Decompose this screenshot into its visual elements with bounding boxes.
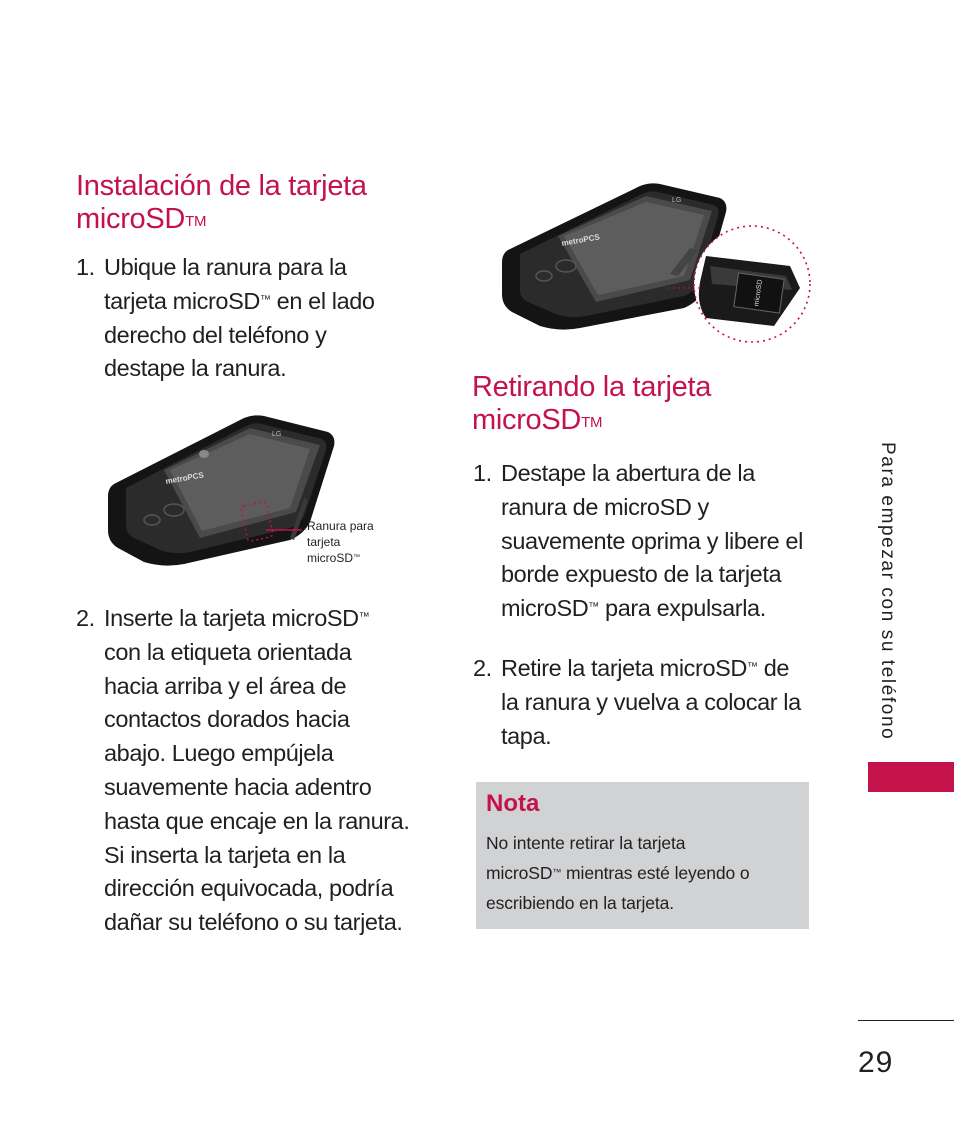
title-line: microSD™ xyxy=(76,203,207,235)
footer-rule xyxy=(858,1020,954,1021)
step-text: Ubique la ranura para la xyxy=(104,254,347,280)
remove-step-1 xyxy=(473,457,833,626)
card-label: microSD xyxy=(753,279,765,307)
step-text: suavemente hacia adentro xyxy=(104,773,372,800)
trademark: TM xyxy=(185,213,207,230)
step-text: hacia arriba y el área de xyxy=(104,672,347,699)
callout-line: tarjeta xyxy=(307,535,341,549)
maker-logo: LG xyxy=(272,431,282,438)
callout-line: microSD™ xyxy=(307,551,361,565)
phone-slot-illustration xyxy=(104,412,336,570)
trademark: TM xyxy=(581,414,603,431)
title-line: microSD™ xyxy=(472,404,603,436)
step-text: borde expuesto de la tarjeta xyxy=(501,561,782,588)
step-text: contactos dorados hacia xyxy=(104,706,350,733)
title-line: Instalación de la tarjeta xyxy=(76,170,367,202)
step-number: 2. xyxy=(473,655,492,681)
carrier-logo: metroPCS xyxy=(164,470,205,486)
chapter-tab-marker xyxy=(868,762,954,792)
note-body xyxy=(486,828,802,918)
step-text: dañar su teléfono o su tarjeta. xyxy=(104,909,403,936)
step-number: 1. xyxy=(76,254,95,280)
note-line: microSD™ mientras esté leyendo o xyxy=(486,863,750,883)
step-number: 2. xyxy=(76,605,95,631)
step-text: derecho del teléfono y xyxy=(104,321,327,348)
step-text: tapa. xyxy=(501,722,552,749)
step-text: Si inserta la tarjeta en la xyxy=(104,841,346,868)
step-text: ranura de microSD y xyxy=(501,493,709,520)
note-box xyxy=(476,782,809,929)
page-number: 29 xyxy=(858,1046,894,1079)
maker-logo: LG xyxy=(672,197,682,204)
step-text: Retire la tarjeta microSD™ de xyxy=(501,655,790,681)
section-title-removing xyxy=(472,371,812,437)
step-text: Destape la abertura de la xyxy=(501,460,755,486)
step-text: microSD™ para expulsarla. xyxy=(501,595,766,622)
step-text: destape la ranura. xyxy=(104,355,287,382)
chapter-side-label: Para empezar con su teléfono xyxy=(877,442,898,741)
title-line: Retirando la tarjeta xyxy=(472,371,712,403)
note-line: No intente retirar la tarjeta xyxy=(486,833,686,853)
step-text: la ranura y vuelva a colocar la xyxy=(501,688,801,715)
step-text: dirección equivocada, podría xyxy=(104,875,394,902)
slot-callout xyxy=(307,518,374,566)
section-title-installing xyxy=(76,170,436,236)
step-number: 1. xyxy=(473,460,492,486)
carrier-logo: metroPCS xyxy=(560,232,601,248)
note-line: escribiendo en la tarjeta. xyxy=(486,893,675,913)
step-text: suavemente oprima y libere el xyxy=(501,527,803,554)
step-text: abajo. Luego empújela xyxy=(104,740,334,767)
phone-card-removal-illustration xyxy=(500,178,812,344)
step-text: tarjeta microSD™ en el lado xyxy=(104,287,375,314)
install-step-2 xyxy=(76,602,446,940)
step-text: Inserte la tarjeta microSD™ xyxy=(104,605,370,631)
remove-step-2 xyxy=(473,652,833,753)
step-text: con la etiqueta orientada xyxy=(104,638,352,665)
install-step-1 xyxy=(76,251,436,386)
note-title: Nota xyxy=(486,790,540,817)
step-text: hasta que encaje en la ranura. xyxy=(104,807,410,834)
callout-line: Ranura para xyxy=(307,519,374,533)
